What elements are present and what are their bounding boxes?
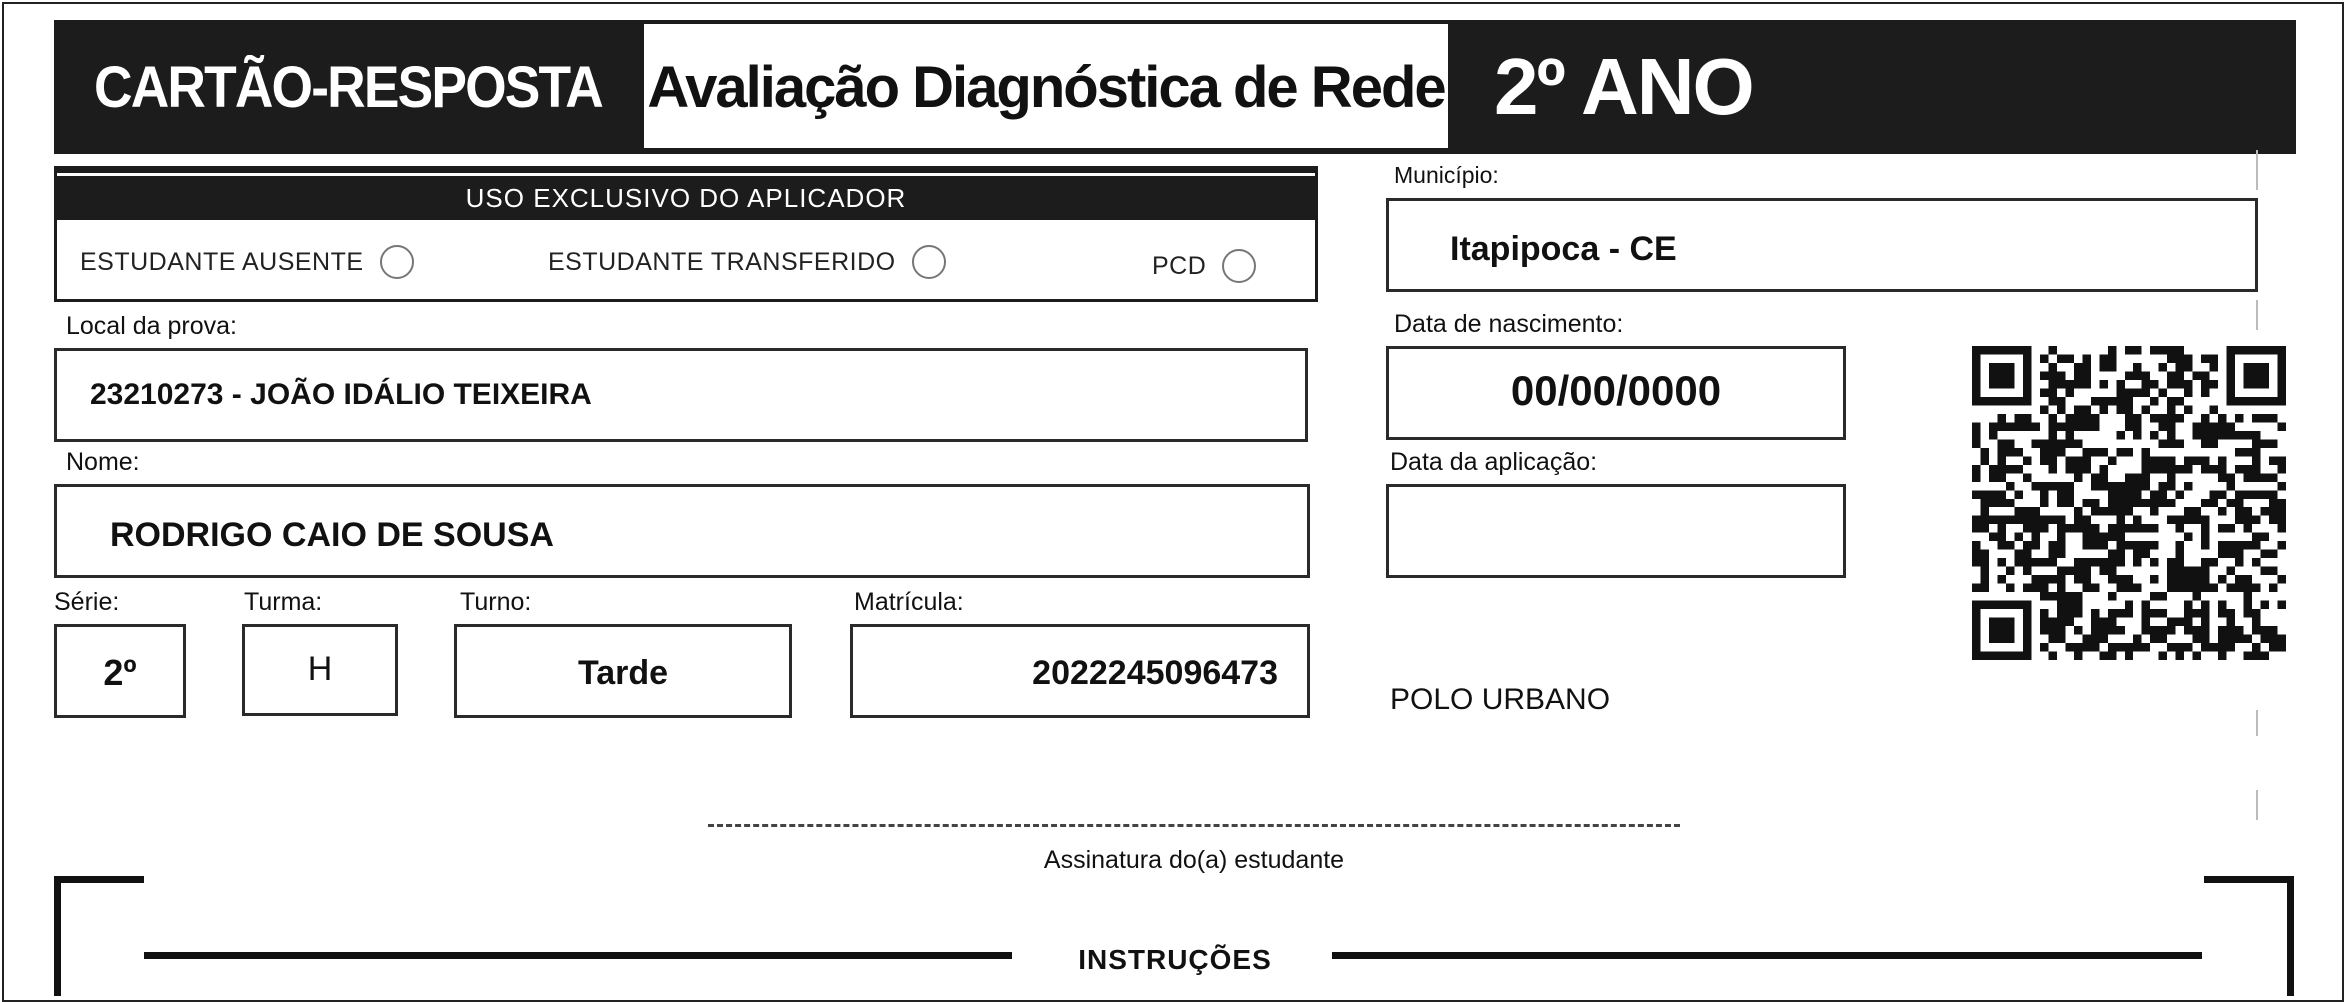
- option-absent-label: ESTUDANTE AUSENTE: [80, 247, 364, 276]
- local-label: Local da prova:: [66, 312, 237, 340]
- corner-mark-right: [2204, 876, 2294, 996]
- instructions-heading: INSTRUÇÕES: [1078, 944, 1272, 975]
- option-absent[interactable]: [80, 242, 414, 282]
- signature-caption: Assinatura do(a) estudante: [1043, 846, 1345, 874]
- local-value: 23210273 - JOÃO IDÁLIO TEIXEIRA: [90, 378, 592, 411]
- application-date-label: Data da aplicação:: [1390, 448, 1598, 476]
- birth-date-value: 00/00/0000: [1510, 367, 1722, 414]
- option-absent-bubble[interactable]: [380, 245, 414, 279]
- signature-line: [708, 824, 1680, 827]
- municipio-label: Município:: [1394, 162, 1499, 188]
- serie-value: 2º: [103, 652, 137, 693]
- birth-date-label: Data de nascimento:: [1394, 310, 1624, 338]
- instructions-rule-right: [1332, 952, 2202, 959]
- matricula-value: 2022245096473: [1032, 653, 1278, 692]
- qr-code: [1972, 346, 2286, 660]
- grade-year: 2º ANO: [1494, 42, 1753, 131]
- turno-label: Turno:: [460, 588, 532, 616]
- matricula-label: Matrícula:: [854, 588, 964, 616]
- scan-tick: [2256, 150, 2258, 190]
- serie-label: Série:: [54, 588, 120, 616]
- turma-label: Turma:: [244, 588, 323, 616]
- option-pcd-label: PCD: [1152, 251, 1207, 280]
- evaluation-title: Avaliação Diagnóstica de Rede: [647, 54, 1445, 120]
- applicator-heading: USO EXCLUSIVO DO APLICADOR: [57, 176, 1315, 220]
- corner-mark-left: [54, 876, 144, 996]
- card-title: CARTÃO-RESPOSTA: [94, 54, 602, 120]
- scan-tick: [2256, 710, 2258, 736]
- turno-value: Tarde: [577, 653, 669, 692]
- turma-value: H: [307, 649, 333, 688]
- name-value: RODRIGO CAIO DE SOUSA: [110, 515, 554, 554]
- option-transferred[interactable]: [548, 242, 946, 282]
- polo-label: POLO URBANO: [1390, 683, 1611, 716]
- application-date-field[interactable]: [1386, 484, 1846, 578]
- option-transferred-bubble[interactable]: [912, 245, 946, 279]
- option-pcd-bubble[interactable]: [1222, 249, 1256, 283]
- option-pcd[interactable]: [1152, 246, 1256, 286]
- applicator-top-rule: [57, 169, 1315, 173]
- municipio-value: Itapipoca - CE: [1450, 229, 1677, 268]
- name-label: Nome:: [66, 448, 140, 476]
- instructions-rule-left: [144, 952, 1012, 959]
- option-transferred-label: ESTUDANTE TRANSFERIDO: [548, 247, 896, 276]
- scan-tick: [2256, 790, 2258, 820]
- scan-tick: [2256, 300, 2258, 330]
